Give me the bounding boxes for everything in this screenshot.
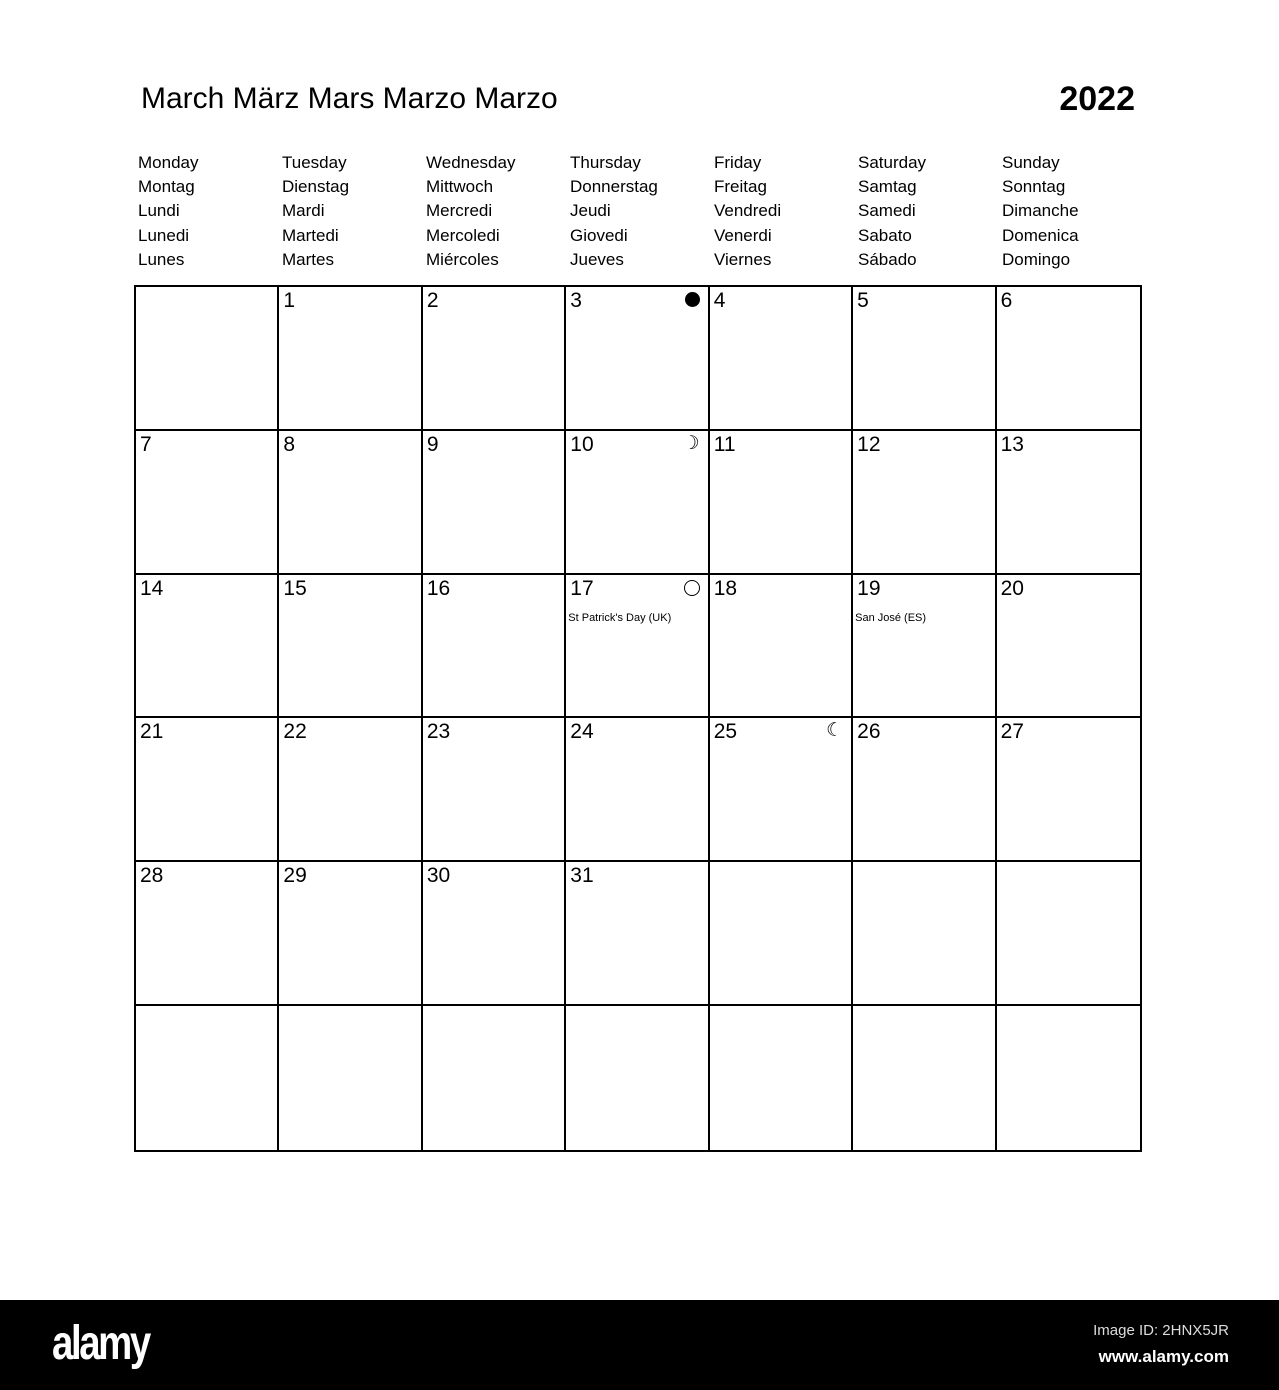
day-cell[interactable] xyxy=(423,718,566,862)
image-id: Image ID: 2HNX5JR xyxy=(1093,1322,1229,1339)
weekday-name: Viernes xyxy=(714,249,772,269)
day-cell[interactable] xyxy=(997,431,1140,575)
weekday-name: Donnerstag xyxy=(570,177,658,197)
day-number: 8 xyxy=(283,432,296,456)
weekday-name: Montag xyxy=(138,177,195,197)
day-number: 1 xyxy=(283,289,296,312)
new-moon-icon xyxy=(685,292,700,307)
day-cell[interactable] xyxy=(853,718,996,862)
day-cell[interactable] xyxy=(279,718,422,862)
day-number: 18 xyxy=(713,576,738,600)
day-cell[interactable] xyxy=(279,575,422,719)
day-cell[interactable] xyxy=(423,1006,566,1150)
weekday-column xyxy=(138,151,282,272)
day-cell[interactable] xyxy=(423,862,566,1006)
weekday-column xyxy=(858,151,1002,272)
day-cell[interactable] xyxy=(710,431,853,575)
weekday-name: Domenica xyxy=(1002,225,1079,245)
day-cell[interactable] xyxy=(566,862,709,1006)
day-number: 6 xyxy=(1000,289,1013,312)
day-cell[interactable] xyxy=(853,1006,996,1150)
day-number: 24 xyxy=(570,720,594,744)
day-number: 20 xyxy=(1000,576,1024,600)
day-cell[interactable] xyxy=(136,287,279,431)
weekday-name: Jeudi xyxy=(570,201,611,221)
day-number: 14 xyxy=(140,576,164,600)
weekday-name: Jueves xyxy=(570,249,624,269)
holiday-label: St Patrick's Day (UK) xyxy=(568,611,672,624)
weekday-column xyxy=(1002,151,1146,272)
day-number: 27 xyxy=(1000,720,1024,744)
weekday-name: Mardi xyxy=(282,201,325,221)
day-cell[interactable] xyxy=(566,1006,709,1150)
day-cell[interactable] xyxy=(710,862,853,1006)
day-cell[interactable] xyxy=(710,575,853,719)
weekday-name: Lunedi xyxy=(138,225,190,245)
day-number: 12 xyxy=(857,432,881,456)
day-cell[interactable] xyxy=(710,718,853,862)
first-quarter-icon: ☽ xyxy=(682,432,700,454)
day-cell[interactable] xyxy=(853,862,996,1006)
weekday-name: Mercoledi xyxy=(426,225,500,245)
day-number: 22 xyxy=(283,720,307,744)
day-cell[interactable] xyxy=(710,1006,853,1150)
weekday-name: Mittwoch xyxy=(426,177,494,197)
weekday-column xyxy=(426,151,570,272)
watermark-bar xyxy=(0,1300,1279,1390)
day-number: 3 xyxy=(570,289,582,312)
weekday-name: Lundi xyxy=(138,201,180,221)
day-cell[interactable] xyxy=(136,718,279,862)
full-moon-icon xyxy=(684,580,700,596)
last-quarter-icon: ☾ xyxy=(826,720,844,742)
day-cell[interactable] xyxy=(997,287,1140,431)
weekday-name: Domingo xyxy=(1002,249,1071,269)
calendar-title: March März Mars Marzo Marzo xyxy=(141,82,558,115)
day-number: 2 xyxy=(426,289,439,312)
weekday-name: Giovedi xyxy=(570,225,628,245)
weekday-column xyxy=(570,151,714,272)
weekday-name: Thursday xyxy=(570,153,641,172)
day-cell[interactable] xyxy=(136,575,279,719)
weekday-name: Samedi xyxy=(858,201,916,221)
weekday-name: Venerdi xyxy=(714,225,772,245)
day-number: 5 xyxy=(857,289,869,312)
day-cell[interactable] xyxy=(566,575,709,719)
day-cell[interactable] xyxy=(566,431,709,575)
day-cell[interactable] xyxy=(997,862,1140,1006)
weekday-name: Martedi xyxy=(282,225,339,245)
day-cell[interactable] xyxy=(136,1006,279,1150)
day-number: 10 xyxy=(570,432,594,456)
day-number: 31 xyxy=(570,864,594,888)
day-cell[interactable] xyxy=(423,575,566,719)
weekday-name: Freitag xyxy=(714,177,767,197)
day-number: 4 xyxy=(713,289,726,312)
day-cell[interactable] xyxy=(566,718,709,862)
day-cell[interactable] xyxy=(566,287,709,431)
day-cell[interactable] xyxy=(136,862,279,1006)
day-number: 9 xyxy=(426,432,439,456)
weekday-column xyxy=(714,151,858,272)
day-cell[interactable] xyxy=(279,862,422,1006)
weekday-name: Miércoles xyxy=(426,249,499,269)
day-cell[interactable] xyxy=(853,287,996,431)
weekday-name: Lunes xyxy=(138,249,185,269)
day-number: 7 xyxy=(140,432,152,456)
weekday-name: Dienstag xyxy=(282,177,350,197)
day-cell[interactable] xyxy=(853,575,996,719)
day-cell[interactable] xyxy=(423,431,566,575)
weekday-name: Monday xyxy=(138,153,199,172)
site-url: www.alamy.com xyxy=(1098,1347,1229,1366)
day-cell[interactable] xyxy=(279,1006,422,1150)
day-cell[interactable] xyxy=(423,287,566,431)
weekday-name: Martes xyxy=(282,249,334,269)
weekday-name: Tuesday xyxy=(282,153,347,172)
day-cell[interactable] xyxy=(997,718,1140,862)
weekday-name: Wednesday xyxy=(426,153,516,172)
calendar-grid xyxy=(134,285,1142,1152)
day-number: 29 xyxy=(283,864,307,888)
day-cell[interactable] xyxy=(997,575,1140,719)
day-cell[interactable] xyxy=(136,431,279,575)
weekday-name: Vendredi xyxy=(714,201,782,221)
holiday-label: San José (ES) xyxy=(855,611,927,624)
day-number: 23 xyxy=(426,720,451,744)
alamy-logo: alamy xyxy=(52,1317,149,1370)
day-number: 15 xyxy=(283,576,307,600)
day-number: 28 xyxy=(140,864,164,888)
day-number: 25 xyxy=(713,720,738,744)
weekday-name: Sunday xyxy=(1002,153,1060,172)
weekday-column xyxy=(282,151,426,272)
calendar-year: 2022 xyxy=(1059,80,1135,118)
day-cell[interactable] xyxy=(997,1006,1140,1150)
weekday-name: Sabato xyxy=(858,225,912,245)
day-number: 13 xyxy=(1000,432,1024,456)
day-number: 21 xyxy=(140,720,164,744)
day-number: 26 xyxy=(857,720,881,744)
day-cell[interactable] xyxy=(279,431,422,575)
day-number: 11 xyxy=(713,432,736,456)
weekday-name: Dimanche xyxy=(1002,201,1079,221)
weekday-name: Saturday xyxy=(858,153,927,172)
weekday-name: Sonntag xyxy=(1002,177,1066,197)
weekday-name: Mercredi xyxy=(426,201,493,221)
weekday-name: Sábado xyxy=(858,249,917,269)
day-number: 16 xyxy=(426,576,451,600)
day-number: 19 xyxy=(857,576,881,600)
day-number: 17 xyxy=(570,576,594,600)
day-cell[interactable] xyxy=(279,287,422,431)
day-number: 30 xyxy=(426,864,451,888)
weekday-name: Samtag xyxy=(858,177,917,197)
day-cell[interactable] xyxy=(853,431,996,575)
weekday-name: Friday xyxy=(714,153,762,172)
day-cell[interactable] xyxy=(710,287,853,431)
